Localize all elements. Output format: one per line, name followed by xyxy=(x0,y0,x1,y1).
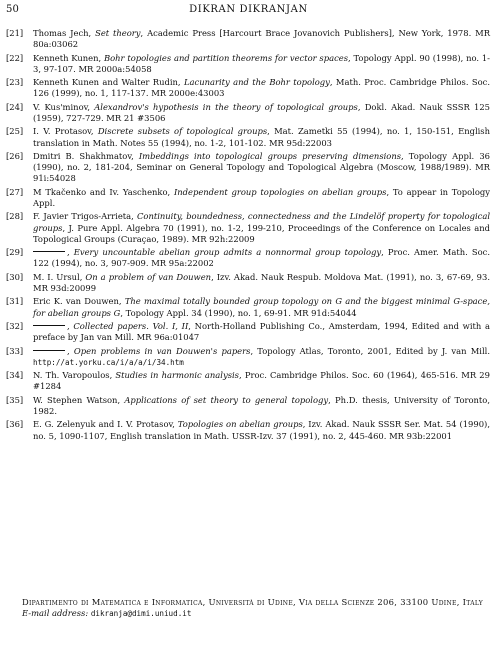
reference-number: [21] xyxy=(6,28,24,38)
reference-text: , Proc. Cambridge Philos. Soc. 60 (1964), 465-516. MR 29 #1284 xyxy=(33,370,490,392)
reference-text: M. I. Ursul, xyxy=(33,271,86,282)
reference-number: [23] xyxy=(6,77,24,88)
reference-entry xyxy=(6,370,490,392)
reference-entry xyxy=(6,321,490,343)
reference-text: N. Th. Varopoulos, xyxy=(33,370,116,381)
reference-text: , Ph.D. thesis, University of Toronto, 1982. xyxy=(33,394,491,416)
reference-entry xyxy=(6,395,490,417)
reference-text: W. Stephen Watson, xyxy=(33,394,125,405)
reference-text: I. V. Protasov, xyxy=(33,126,98,137)
reference-title: Set theory xyxy=(95,28,141,38)
reference-text: Eric K. van Douwen, xyxy=(33,296,125,307)
reference-text: V. Kus'minov, xyxy=(33,101,95,112)
reference-text: E. G. Zelenyuk and I. V. Protasov, xyxy=(33,419,178,430)
reference-number: [25] xyxy=(6,126,24,137)
reference-number: [28] xyxy=(6,211,24,222)
reference-number: [31] xyxy=(6,296,24,307)
reference-number: [33] xyxy=(6,345,24,356)
reference-number: [30] xyxy=(6,271,24,282)
reference-title: On a problem of van Douwen xyxy=(85,271,212,282)
email-label: E-mail address: xyxy=(22,608,89,619)
reference-title: Lacunarity and the Bohr topology xyxy=(183,77,330,88)
bibliography xyxy=(6,28,490,444)
reference-title: Open problems in van Douwen's papers xyxy=(73,345,251,356)
reference-entry xyxy=(6,272,490,294)
reference-title: Bohr topologies and partition theorems for vector spaces xyxy=(103,52,349,63)
reference-entry xyxy=(6,102,490,124)
reference-title: Alexandrov's hypothesis in the theory of topological groups xyxy=(94,101,358,112)
reference-text: , Izv. Akad. Nauk SSSR Ser. Mat. 54 (1990), no. 5, 1090-1107, English translation in Math. USSR-Izv. 37 (1991), no. 2, 445-460. MR 93b:22001 xyxy=(33,419,490,441)
email-address[interactable]: dikranja@dimi.uniud.it xyxy=(90,609,192,619)
reference-title: Every uncountable abelian group admits a nonnormal group topology xyxy=(73,247,382,258)
reference-text: , Proc. Amer. Math. Soc. 122 (1994), no. 3, 907-909. MR 95a:22002 xyxy=(33,247,490,269)
email-line xyxy=(6,608,490,619)
reference-number: [32] xyxy=(6,320,24,331)
reference-text: , To appear in Topology Appl. xyxy=(33,186,490,208)
reference-text: Thomas Jech, xyxy=(33,28,96,38)
reference-number: [35] xyxy=(6,394,24,405)
reference-entry xyxy=(6,247,490,269)
reference-text: , Topology Appl. 90 (1998), no. 1-3, 97-107. MR 2000a:54058 xyxy=(33,52,490,74)
reference-entry xyxy=(6,211,490,245)
reference-text: F. Javier Trigos-Arrieta, xyxy=(33,211,137,222)
reference-number: [26] xyxy=(6,150,24,161)
reference-text: , xyxy=(67,247,74,258)
page-header xyxy=(6,4,491,18)
reference-title: Imbeddings into topological groups preserving dimensions xyxy=(138,150,402,161)
reference-entry xyxy=(6,346,490,368)
affiliation: Dipartimento di Matematica e Informatica, Università di Udine, Via della Scienze 206, 33100 Udine, Italy xyxy=(22,597,484,607)
reference-text: , xyxy=(67,345,74,356)
same-author-dash xyxy=(33,251,65,252)
reference-entry xyxy=(6,77,490,99)
reference-number: [22] xyxy=(6,52,24,63)
reference-entry xyxy=(6,187,490,209)
reference-title: Continuity, boundedness, connectedness and the Lindelöf property for topological groups xyxy=(33,211,490,233)
reference-title: The maximal totally bounded group topology on G and the biggest minimal G-space, for abelian groups G xyxy=(33,296,490,318)
reference-entry xyxy=(6,28,490,50)
reference-text: , Topology Atlas, Toronto, 2001, Edited by J. van Mill. xyxy=(250,345,490,356)
running-title: DIKRAN DIKRANJAN xyxy=(189,4,308,15)
reference-text: , Math. Proc. Cambridge Philos. Soc. 126 (1999), no. 1, 117-137. MR 2000e:43003 xyxy=(33,77,490,99)
reference-title: Discrete subsets of topological groups xyxy=(97,126,268,137)
reference-text: , North-Holland Publishing Co., Amsterdam, 1994, Edited and with a preface by Jan van Mill. MR 96a:01047 xyxy=(33,320,490,343)
reference-title: Applications of set theory to general topology xyxy=(124,394,329,405)
reference-text: , Mat. Zametki 55 (1994), no. 1, 150-151, English translation in Math. Notes 55 (1994), no. 1-2, 101-102. MR 95d:22003 xyxy=(33,126,490,148)
reference-number: [29] xyxy=(6,247,24,258)
same-author-dash xyxy=(33,350,65,351)
reference-title: Collected papers. Vol. I, II xyxy=(73,320,189,331)
reference-text: , Topology Appl. 36 (1990), no. 2, 181-204, Seminar on General Topology and Topological Algebra (Moscow, 1988/1989). MR 91i:54028 xyxy=(33,150,490,184)
same-author-dash xyxy=(33,325,65,326)
reference-entry xyxy=(6,419,490,441)
reference-text: , Dokl. Akad. Nauk SSSR 125 (1959), 727-729. MR 21 #3506 xyxy=(33,101,490,123)
reference-title: Topologies on abelian groups xyxy=(177,419,303,430)
reference-text: Dmitri B. Shakhmatov, xyxy=(33,150,139,161)
reference-text: M Tkačenko and Iv. Yaschenko, xyxy=(33,186,174,197)
reference-entry xyxy=(6,126,490,148)
reference-entry xyxy=(6,53,490,75)
reference-text: Kenneth Kunen and Walter Rudin, xyxy=(33,77,184,88)
page-number: 50 xyxy=(6,4,20,15)
reference-url-link[interactable]: http://at.yorku.ca/i/a/a/i/34.htm xyxy=(33,357,184,367)
reference-text: , xyxy=(67,320,74,331)
reference-text: , Izv. Akad. Nauk Respub. Moldova Mat. (1991), no. 3, 67-69, 93. MR 93d:20099 xyxy=(33,271,490,293)
reference-number: [36] xyxy=(6,419,24,430)
reference-text: , Academic Press [Harcourt Brace Jovanovich Publishers], New York, 1978. MR 80a:03062 xyxy=(33,28,490,50)
reference-number: [24] xyxy=(6,101,24,112)
reference-title: Independent group topologies on abelian groups xyxy=(173,186,387,197)
reference-text: , J. Pure Appl. Algebra 70 (1991), no. 1-2, 199-210, Proceedings of the Conference on Locales and Topological Groups (Curaçao, 1989). MR 92h:22009 xyxy=(33,222,490,244)
reference-number: [27] xyxy=(6,186,24,197)
reference-text: , Topology Appl. 34 (1990), no. 1, 69-91. MR 91d:54044 xyxy=(120,307,357,318)
reference-text: Kenneth Kunen, xyxy=(33,52,104,63)
reference-title: Studies in harmonic analysis xyxy=(115,370,239,381)
reference-entry xyxy=(6,296,490,318)
author-address xyxy=(6,597,490,619)
reference-entry xyxy=(6,151,490,185)
reference-number: [34] xyxy=(6,370,24,381)
